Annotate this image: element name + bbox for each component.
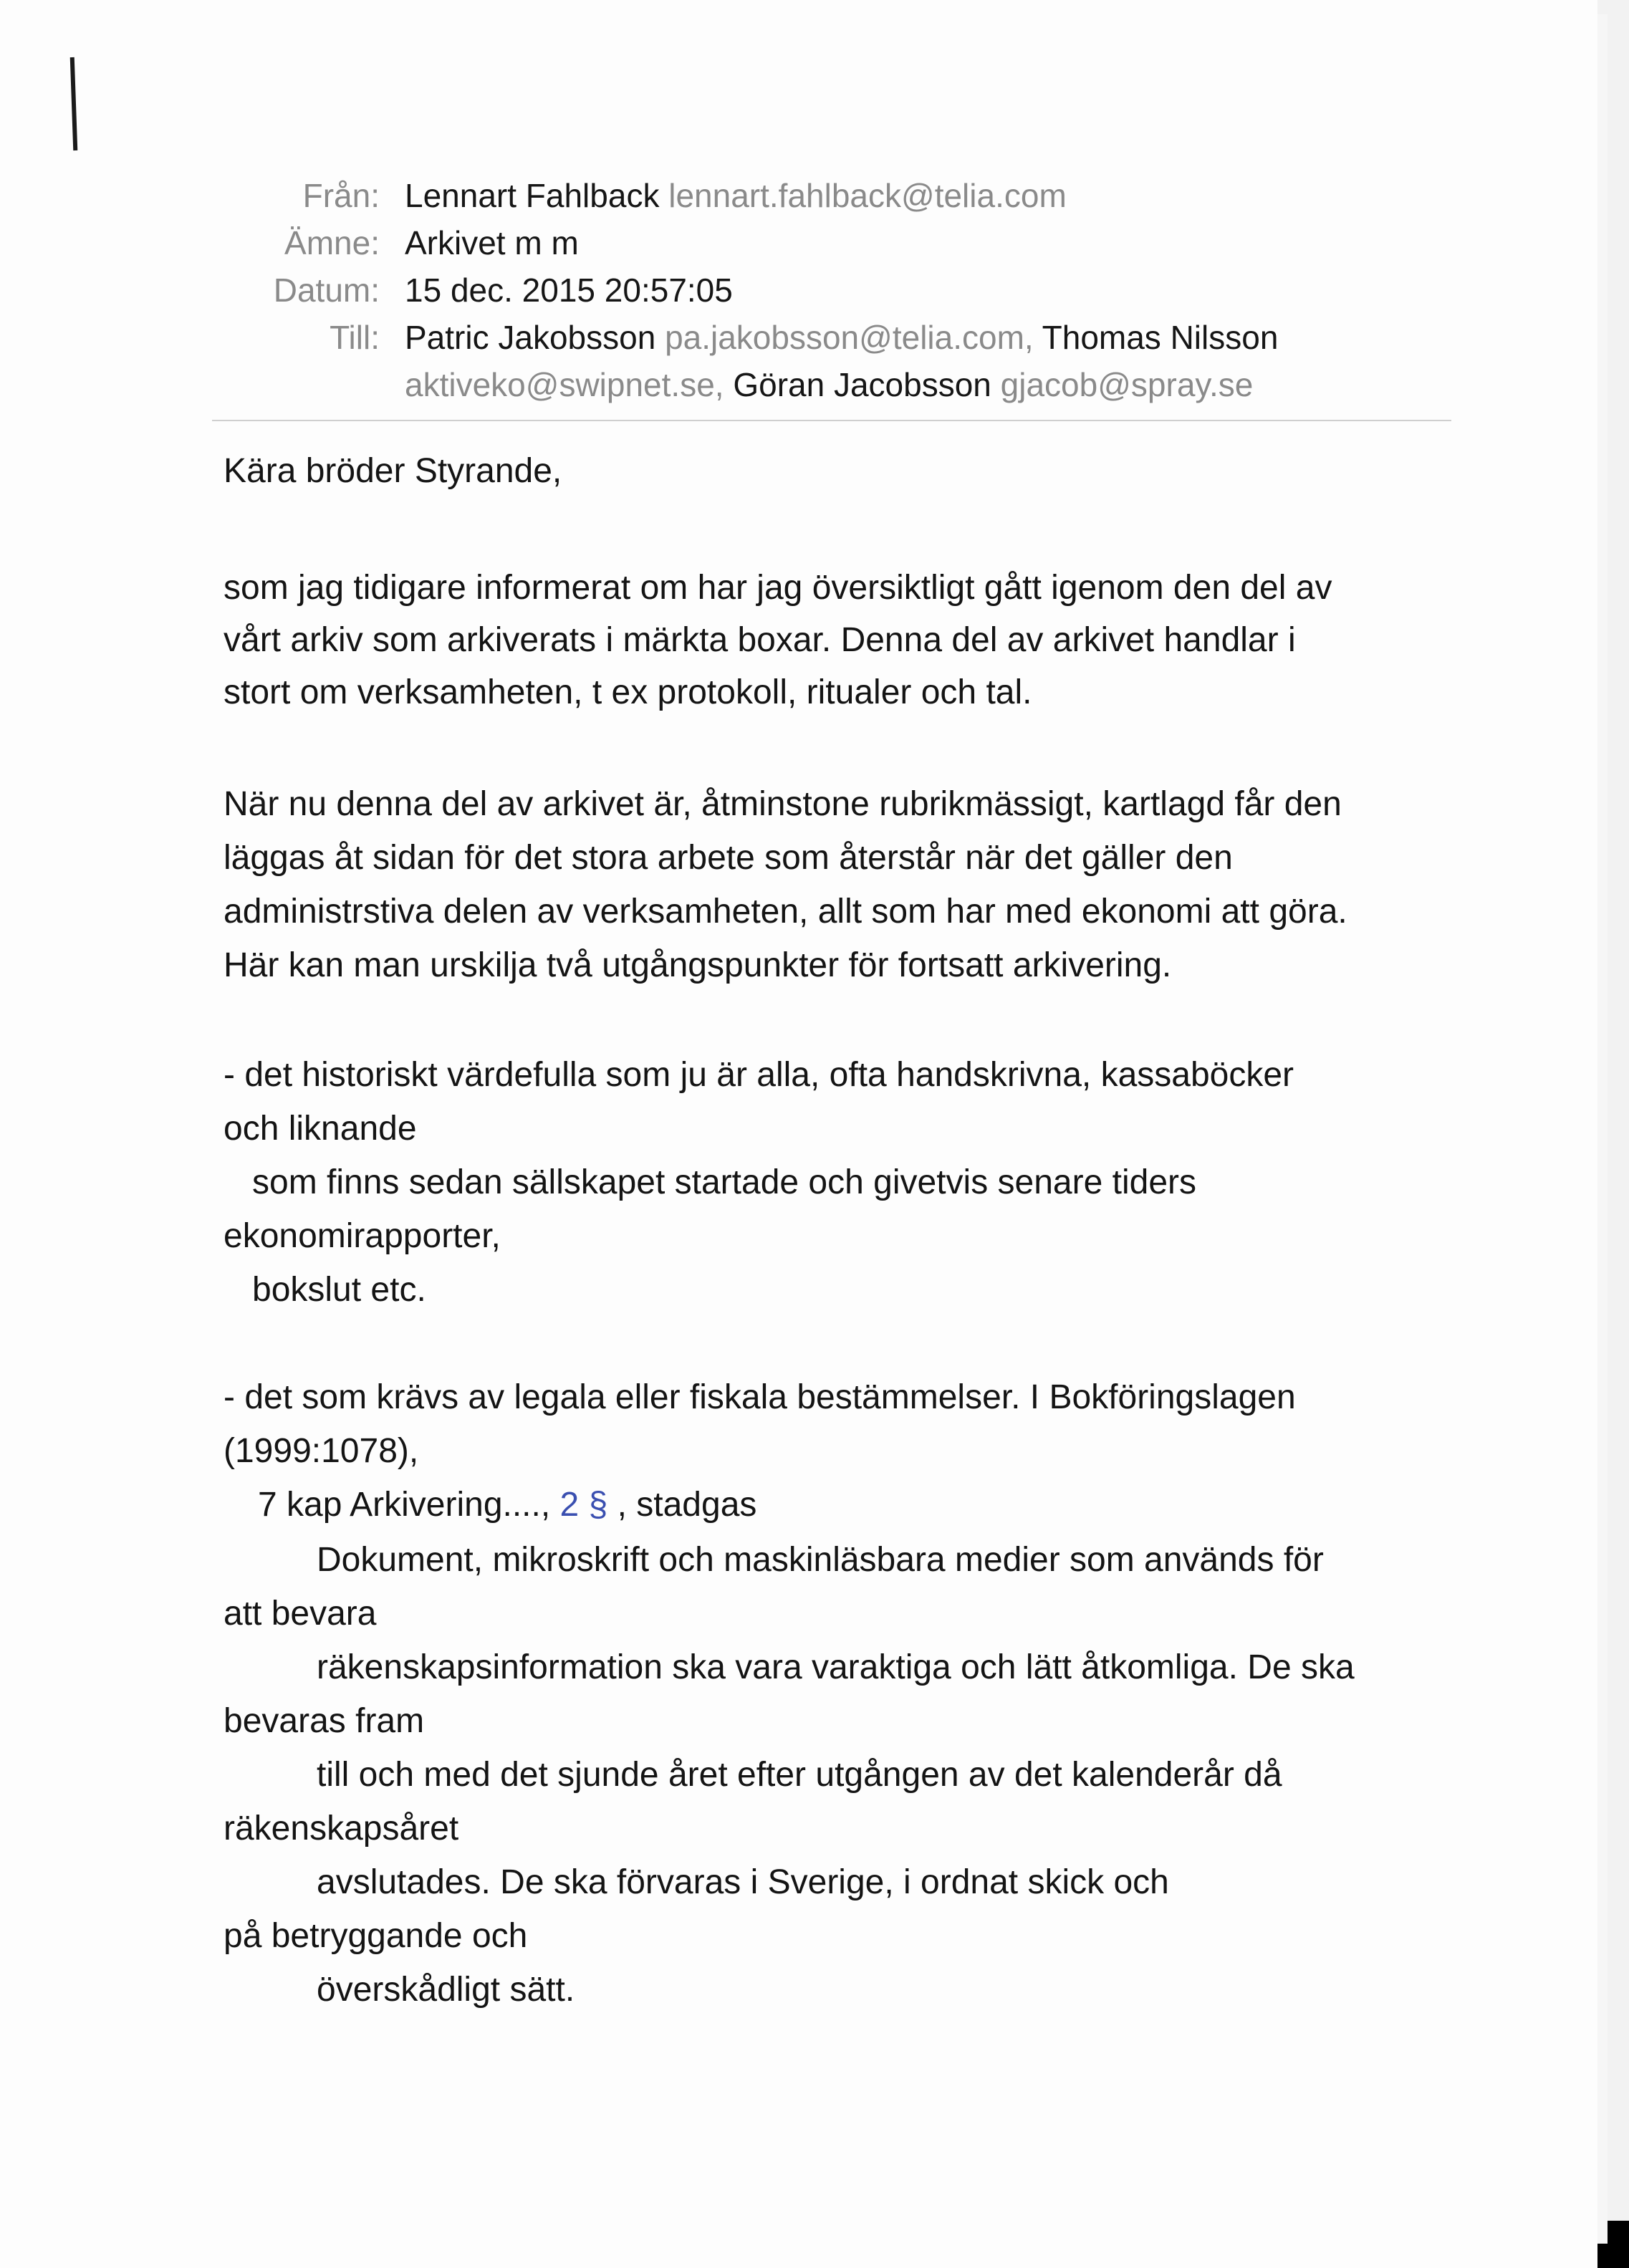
from-email: lennart.fahlback@telia.com [668,177,1067,214]
paragraph-line: bokslut etc. [252,1271,426,1309]
header-subject-row [0,219,1576,266]
paragraph-line: läggas åt sidan för det stora arbete som återstår när det gäller den [224,839,1233,877]
paragraph-line: (1999:1078), [224,1432,419,1470]
quote-line: bevaras fram [224,1702,425,1740]
header-to-row [0,314,1576,361]
quote-line: att bevara [224,1595,377,1633]
quote-line: till och med det sjunde året efter utgången av det kalenderår då [317,1756,1282,1794]
header-date-row [0,266,1576,314]
greeting: Kära bröder Styrande, [224,452,562,490]
from-value [405,172,1067,219]
subject-value: Arkivet m m [405,224,579,261]
to-1-name: Patric Jakobsson [405,319,656,356]
to-3-email: gjacob@spray.se [1000,366,1254,403]
law-ref-prefix: 7 kap Arkivering...., [258,1486,560,1524]
header-from-row [0,172,1576,219]
to-1-email: pa.jakobsson@telia.com, [665,319,1034,356]
email-header [0,172,1576,408]
subject-label: Ämne: [284,224,380,261]
law-reference [258,1485,756,1524]
quote-line: på betryggande och [224,1917,528,1955]
to-value [405,314,1278,361]
quote-line: avslutades. De ska förvaras i Sverige, i ordnat skick och [317,1863,1169,1901]
paragraph-line: Här kan man urskilja två utgångspunkter för fortsatt arkivering. [224,946,1172,984]
law-ref-link[interactable]: 2 § [559,1486,608,1524]
paragraph-line: ekonomirapporter, [224,1217,501,1255]
header-to-row-cont [0,361,1576,408]
paragraph-line: vårt arkiv som arkiverats i märkta boxar. Denna del av arkivet handlar i [224,621,1296,659]
quote-line: räkenskapsåret [224,1810,459,1847]
from-label: Från: [302,177,380,214]
from-name: Lennart Fahlback [405,177,660,214]
pen-mark [70,57,78,150]
paragraph-line: och liknande [224,1110,417,1148]
to-2-email: aktiveko@swipnet.se, [405,366,724,403]
law-ref-suffix: , stadgas [607,1486,757,1524]
to-value-cont [405,361,1253,408]
paragraph-line: som jag tidigare informerat om har jag översiktligt gått igenom den del av [224,569,1332,607]
paragraph-line: - det historiskt värdefulla som ju är alla, ofta handskrivna, kassaböcker [224,1056,1294,1094]
quote-line: Dokument, mikroskrift och maskinläsbara medier som används för [317,1541,1324,1579]
paragraph-line: administrstiva delen av verksamheten, allt som har med ekonomi att göra. [224,893,1347,931]
header-divider [212,420,1451,421]
paragraph-line: som finns sedan sällskapet startade och givetvis senare tiders [252,1163,1197,1201]
to-3-name: Göran Jacobsson [733,366,991,403]
to-2-name: Thomas Nilsson [1042,319,1279,356]
paragraph-line: stort om verksamheten, t ex protokoll, ritualer och tal. [224,673,1032,711]
to-label: Till: [330,319,380,356]
date-label: Datum: [273,272,380,309]
date-value: 15 dec. 2015 20:57:05 [405,272,733,309]
quote-line: överskådligt sätt. [317,1971,575,2009]
paragraph-line: - det som krävs av legala eller fiskala bestämmelser. I Bokföringslagen [224,1378,1296,1416]
paragraph-line: När nu denna del av arkivet är, åtminstone rubrikmässigt, kartlagd får den [224,785,1342,823]
quote-line: räkenskapsinformation ska vara varaktiga och lätt åtkomliga. De ska [317,1648,1355,1686]
